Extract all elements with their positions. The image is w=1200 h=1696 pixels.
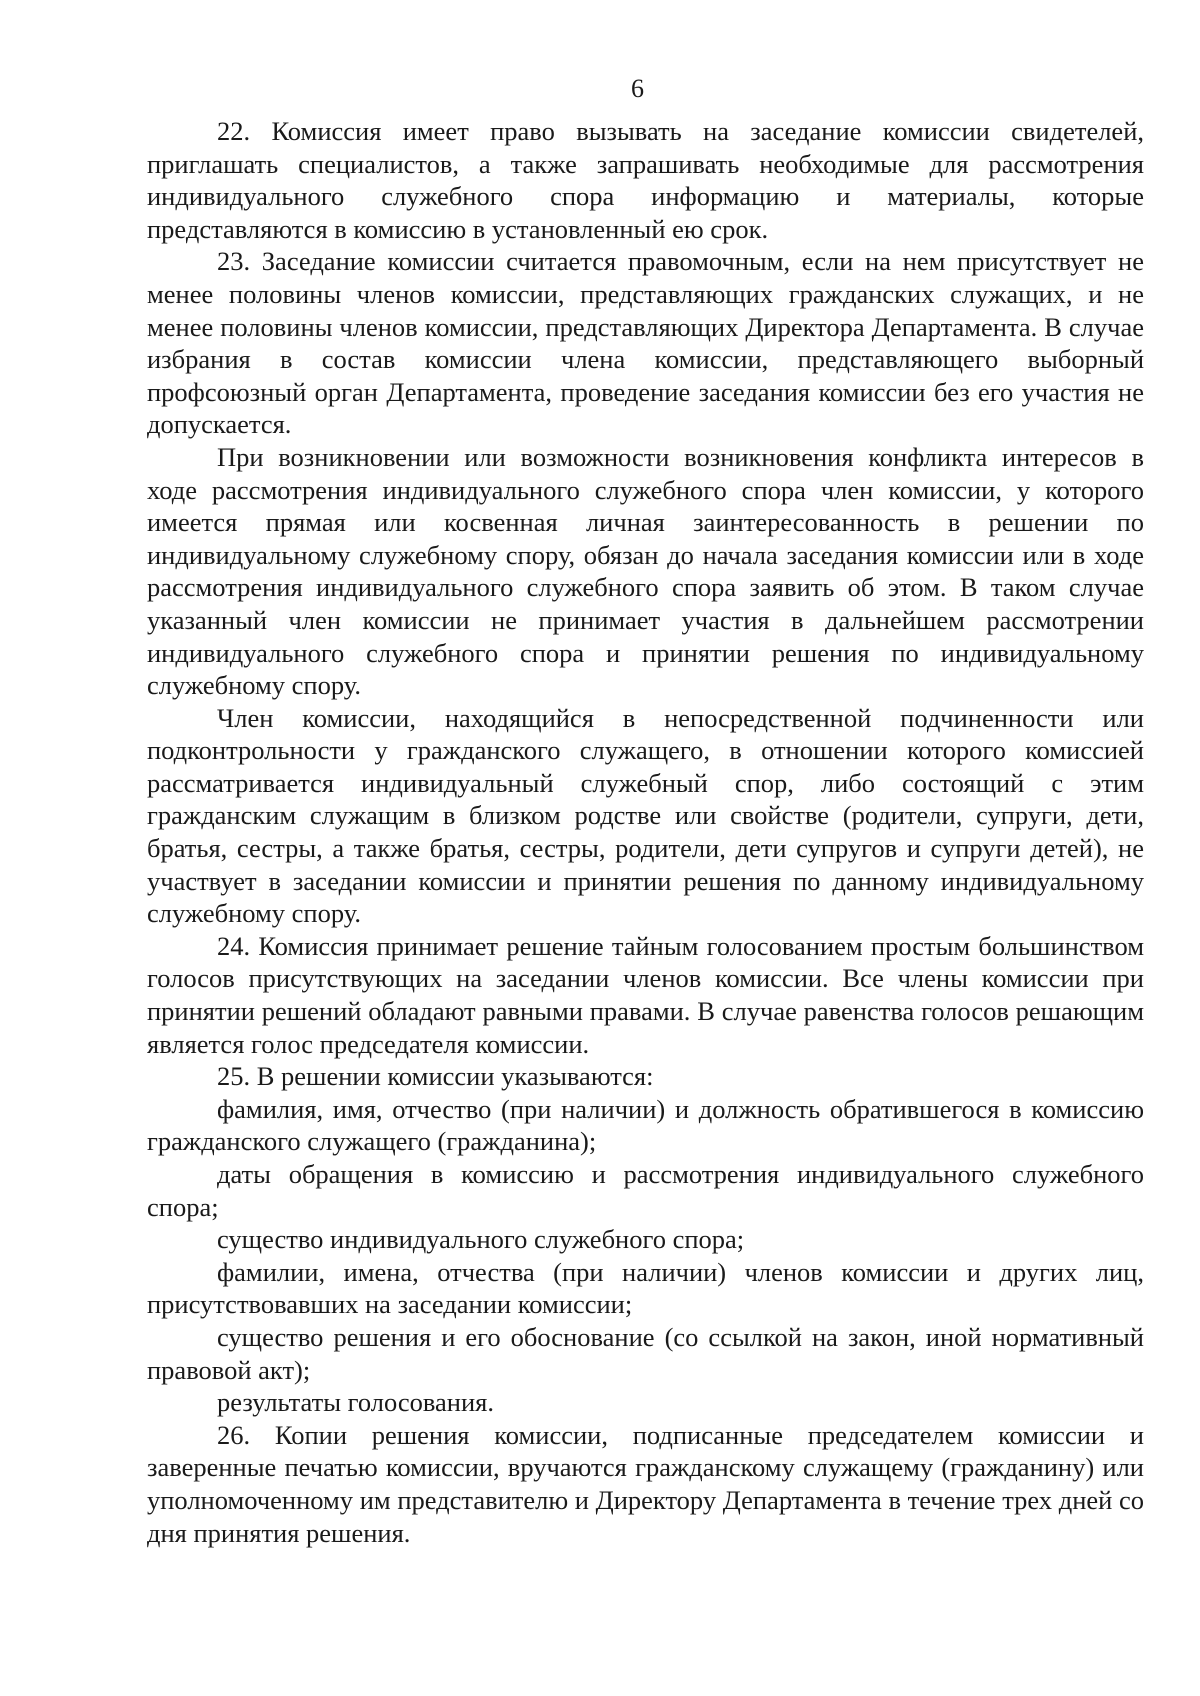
list-item-decision-essence: существо решения и его обоснование (со ссылкой на закон, иной нормативный правовой акт); — [147, 1321, 1144, 1385]
paragraph-conflict-of-interest: При возникновении или возможности возникновения конфликта интересов в ходе рассмотрения индивидуального служебного спора член комиссии, у которого имеется прямая или косвенная личная заинтересованность в решении по индивидуальному служебному спору, обязан до начала заседания комиссии или в ходе рассмотрения индивидуального служебного спора заявить об этом. В таком случае указанный член комиссии не принимает участия в дальнейшем рассмотрении индивидуального служебного спора и принятии решения по индивидуальному служебному спору. — [147, 441, 1144, 701]
page-number: 6 — [631, 74, 644, 103]
document-body — [147, 115, 1144, 1549]
paragraph-23: 23. Заседание комиссии считается правомочным, если на нем присутствует не менее половины членов комиссии, представляющих гражданских служащих, и не менее половины членов комиссии, представляющих Директора Департамента. В случае избрания в состав комиссии члена комиссии, представляющего выборный профсоюзный орган Департамента, проведение заседания комиссии без его участия не допускается. — [147, 246, 1144, 440]
list-item-members-present: фамилии, имена, отчества (при наличии) членов комиссии и других лиц, присутствовавших на заседании комиссии; — [147, 1256, 1144, 1320]
paragraph-25: 25. В решении комиссии указываются: — [217, 1061, 654, 1092]
paragraph-26: 26. Копии решения комиссии, подписанные председателем комиссии и заверенные печатью комиссии, вручаются гражданскому служащему (гражданину) или уполномоченному им представителю и Директору Департамента в течение трех дней со дня принятия решения. — [147, 1419, 1144, 1548]
paragraph-subordinate-member: Член комиссии, находящийся в непосредственной подчиненности или подконтрольности у гражданского служащего, в отношении которого комиссией рассматривается индивидуальный служебный спор, либо состоящий с этим гражданским служащим в близком родстве или свойстве (родители, супруги, дети, братья, сестры, а также братья, сестры, родители, дети супругов и супруги детей), не участвует в заседании комиссии и принятии решения по данному индивидуальному служебному спору. — [147, 702, 1144, 929]
list-item-dispute-essence: существо индивидуального служебного спора; — [217, 1224, 745, 1255]
list-item-name-position: фамилия, имя, отчество (при наличии) и должность обратившегося в комиссию гражданского служащего (гражданина); — [147, 1093, 1144, 1157]
paragraph-24: 24. Комиссия принимает решение тайным голосованием простым большинством голосов присутствующих на заседании членов комиссии. Все члены комиссии при принятии решений обладают равными правами. В случае равенства голосов решающим является голос председателя комиссии. — [147, 930, 1144, 1059]
list-item-dates: даты обращения в комиссию и рассмотрения индивидуального служебного спора; — [147, 1159, 1144, 1222]
list-item-voting-results: результаты голосования. — [217, 1387, 494, 1418]
paragraph-22: 22. Комиссия имеет право вызывать на заседание комиссии свидетелей, приглашать специалистов, а также запрашивать необходимые для рассмотрения индивидуального служебного спора информацию и материалы, которые представляются в комиссию в установленный ею срок. — [147, 116, 1144, 244]
